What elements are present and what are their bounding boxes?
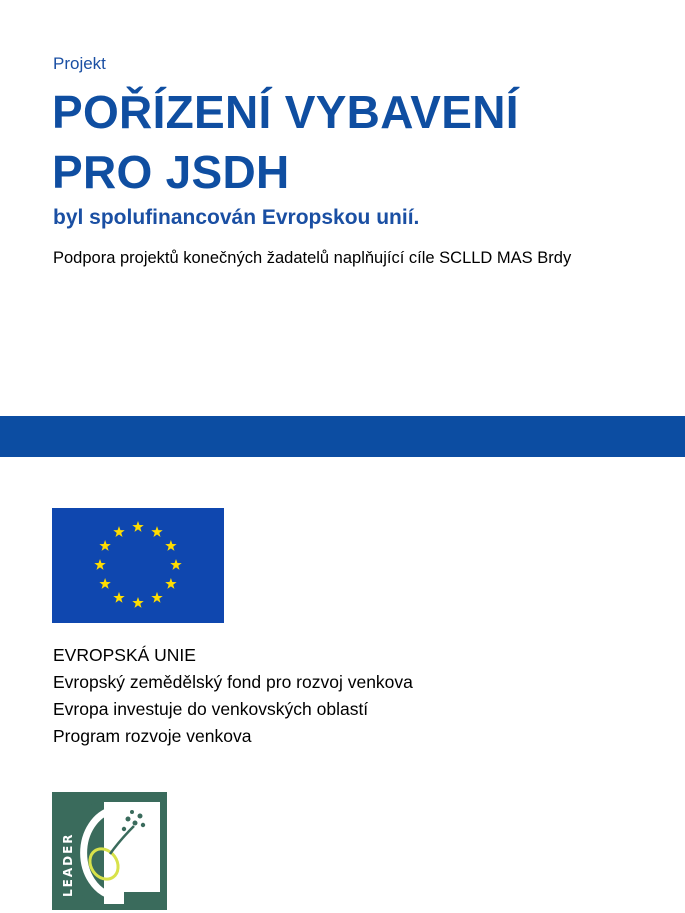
project-title-line-2: PRO JSDH bbox=[52, 146, 290, 198]
cofinancing-statement: byl spolufinancován Evropskou unií. bbox=[53, 206, 420, 229]
eu-line-program: Program rozvoje venkova bbox=[53, 726, 252, 746]
blue-band-divider bbox=[0, 416, 685, 457]
project-description: Podpora projektů konečných žadatelů naplňující cíle SCLLD MAS Brdy bbox=[53, 249, 572, 267]
eu-line-invest: Evropa investuje do venkovských oblastí bbox=[53, 699, 369, 719]
eu-line-fund: Evropský zemědělský fond pro rozvoj venkova bbox=[53, 672, 413, 692]
leader-logo-icon bbox=[52, 792, 167, 910]
project-title-line-1: POŘÍZENÍ VYBAVENÍ bbox=[52, 86, 519, 138]
svg-text:LEADER: LEADER bbox=[61, 832, 75, 897]
eu-flag-icon bbox=[52, 508, 224, 623]
project-label: Projekt bbox=[53, 54, 106, 73]
eu-line-union: EVROPSKÁ UNIE bbox=[53, 645, 196, 665]
